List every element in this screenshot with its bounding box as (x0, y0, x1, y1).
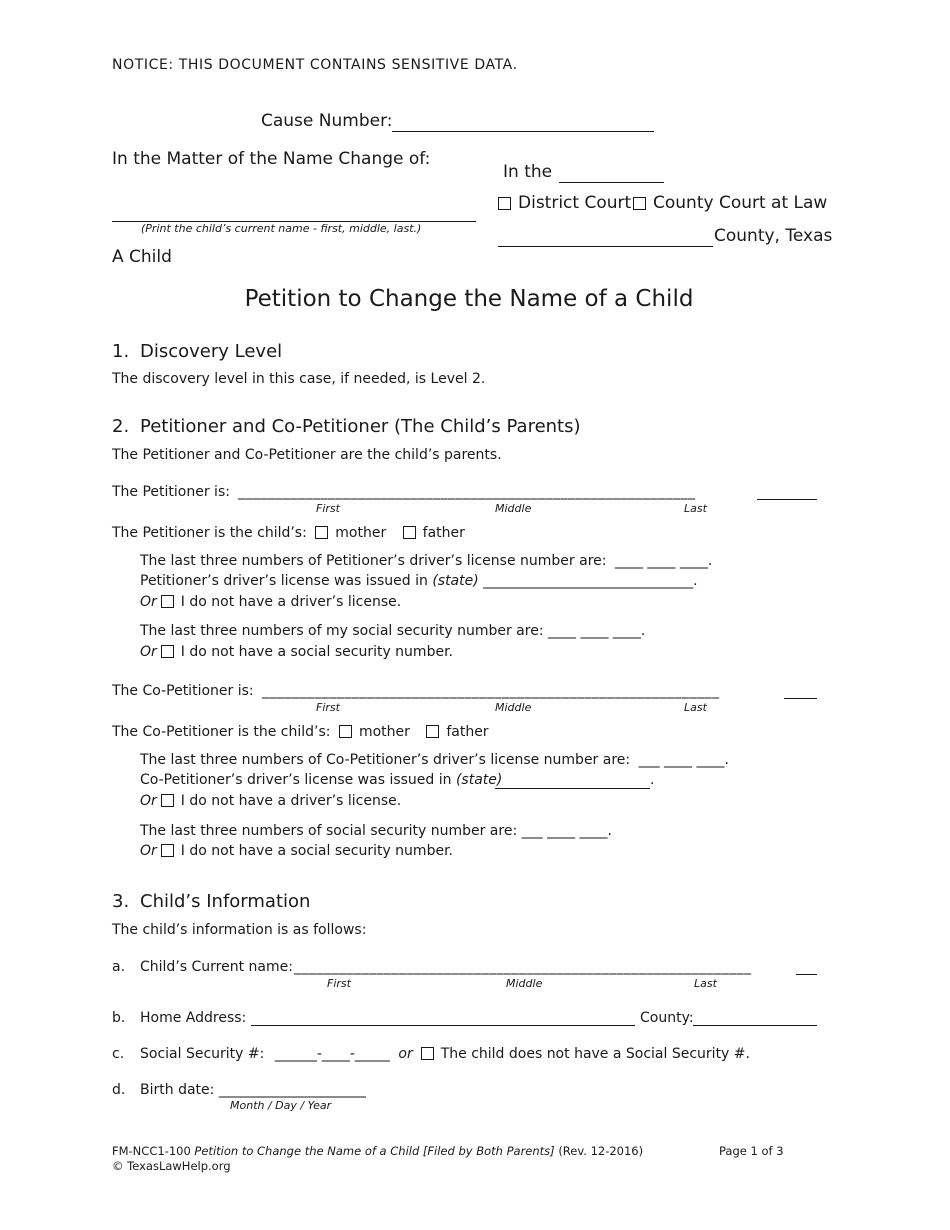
court-number-field[interactable] (559, 182, 664, 183)
co-no-dl-checkbox[interactable] (161, 794, 174, 807)
last-hint: Last (684, 701, 707, 714)
co-no-ssn-checkbox[interactable] (161, 844, 174, 857)
page-title: Petition to Change the Name of a Child (244, 286, 694, 312)
county-texas-label: County, Texas (714, 226, 833, 246)
petitioner-relation: The Petitioner is the child’s: mother father (112, 525, 465, 541)
pet-state-blank[interactable]: ______________________________. (483, 573, 698, 589)
petitioner-mother-checkbox[interactable] (315, 526, 328, 539)
section-2-heading: 2. Petitioner and Co-Petitioner (The Child’s Parents) (112, 416, 581, 437)
copetitioner-name-line[interactable] (784, 698, 817, 699)
footer-copyright: © TexasLawHelp.org (112, 1159, 231, 1173)
birth-date-blank[interactable]: _____________________ (218, 1082, 366, 1098)
district-court-checkbox[interactable] (498, 197, 511, 210)
first-hint: First (316, 701, 340, 714)
petitioner-name-blank[interactable]: _____________________________________________________________ (238, 484, 696, 500)
pet-no-ssn-row: Or I do not have a social security number. (140, 644, 453, 660)
pet-dl-blank[interactable]: ____ ____ ____. (614, 553, 713, 569)
birth-date-hint: Month / Day / Year (230, 1099, 332, 1112)
birth-date-row: d. Birth date: _____________________ (112, 1082, 366, 1098)
a-child-label: A Child (112, 247, 172, 267)
copetitioner-name-blank[interactable]: _____________________________________________________________ (262, 683, 720, 699)
section-2-intro: The Petitioner and Co-Petitioner are the child’s parents. (112, 447, 502, 463)
copetitioner-relation: The Co-Petitioner is the child’s: mother father (112, 724, 489, 740)
copetitioner-label: The Co-Petitioner is: (112, 683, 254, 699)
matter-label: In the Matter of the Name Change of: (112, 149, 431, 169)
child-ssn-row: c. Social Security #: ______-____-_____ or The child does not have a Social Security #. (112, 1046, 750, 1062)
sensitive-data-notice: NOTICE: THIS DOCUMENT CONTAINS SENSITIVE DATA. (112, 57, 518, 73)
home-address-field[interactable] (251, 1025, 635, 1026)
pet-dl-state-row: Petitioner’s driver’s license was issued in (state) ______________________________. (140, 573, 698, 589)
petitioner-name-line[interactable] (757, 499, 817, 500)
pet-ssn-row: The last three numbers of my social security number are: ____ ____ ____. (140, 623, 646, 639)
child-no-ssn-checkbox[interactable] (421, 1047, 434, 1060)
county-court-option[interactable]: County Court at Law (633, 193, 827, 213)
county-court-checkbox[interactable] (633, 197, 646, 210)
pet-no-dl-row: Or I do not have a driver’s license. (140, 594, 402, 610)
page-number: Page 1 of 3 (719, 1144, 784, 1158)
co-state-field[interactable] (495, 788, 650, 789)
footer-form-line: FM-NCC1-100 Petition to Change the Name of a Child [Filed by Both Parents] (Rev. 12-2016) (112, 1144, 644, 1158)
middle-hint: Middle (495, 701, 532, 714)
co-ssn-row: The last three numbers of social security number are: ___ ____ ____. (140, 823, 612, 839)
home-address-row: b. Home Address: (112, 1010, 247, 1026)
pet-dl-numbers-row: The last three numbers of Petitioner’s driver’s license number are: ____ ____ ____. (140, 553, 713, 569)
district-court-option[interactable]: District Court (498, 193, 631, 213)
last-hint: Last (684, 502, 707, 515)
pet-no-ssn-checkbox[interactable] (161, 645, 174, 658)
co-dl-numbers-row: The last three numbers of Co-Petitioner’s driver’s license number are: ___ ____ ____. (140, 752, 729, 768)
child-current-name-row: a. Child’s Current name: (112, 959, 293, 975)
child-current-name-line[interactable] (796, 974, 817, 975)
discovery-level-text: The discovery level in this case, if needed, is Level 2. (112, 371, 486, 387)
co-dl-state-row: Co-Petitioner’s driver’s license was issued in (state) (140, 772, 503, 788)
co-dl-blank[interactable]: ___ ____ ____. (638, 752, 729, 768)
petitioner-label: The Petitioner is: (112, 484, 230, 500)
county-field[interactable] (693, 1025, 817, 1026)
first-hint: First (316, 502, 340, 515)
middle-hint: Middle (495, 502, 532, 515)
copetitioner-mother-checkbox[interactable] (339, 725, 352, 738)
in-the-label: In the (503, 162, 553, 182)
pet-ssn-blank[interactable]: ____ ____ ____. (548, 623, 646, 639)
child-current-name-blank[interactable]: _____________________________________________________________ (294, 959, 752, 975)
co-no-ssn-row: Or I do not have a social security number. (140, 843, 453, 859)
print-child-hint: (Print the child’s current name - first, middle, last.) (141, 222, 422, 235)
first-hint: First (327, 977, 351, 990)
section-3-heading: 3. Child’s Information (112, 891, 311, 912)
co-no-dl-row: Or I do not have a driver’s license. (140, 793, 402, 809)
pet-no-dl-checkbox[interactable] (161, 595, 174, 608)
cause-number-field[interactable] (392, 131, 654, 132)
section-3-intro: The child’s information is as follows: (112, 922, 367, 938)
co-ssn-blank[interactable]: ___ ____ ____. (521, 823, 612, 839)
petitioner-father-checkbox[interactable] (403, 526, 416, 539)
copetitioner-father-checkbox[interactable] (426, 725, 439, 738)
section-1-heading: 1. Discovery Level (112, 341, 283, 362)
child-ssn-blank[interactable]: ______-____-_____ (274, 1046, 390, 1062)
last-hint: Last (694, 977, 717, 990)
county-label: County: (640, 1010, 694, 1026)
cause-number-label: Cause Number: (261, 111, 393, 131)
middle-hint: Middle (506, 977, 543, 990)
county-name-field[interactable] (498, 246, 713, 247)
